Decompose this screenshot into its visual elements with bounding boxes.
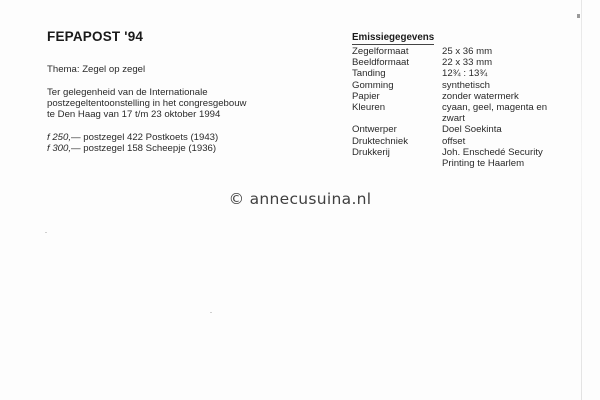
emission-details [352, 32, 547, 169]
spec-value: 22 x 33 mm [442, 57, 493, 69]
copyright-watermark: © annecusuina.nl [228, 190, 372, 208]
spec-key: Kleuren [352, 102, 386, 114]
spec-value: Doel Soekinta [442, 124, 502, 136]
theme-text: Thema: Zegel op zegel [47, 64, 146, 75]
paper-speck [45, 232, 47, 233]
spec-row [352, 136, 547, 147]
intro-line: postzegeltentoonstelling in het congresgebouw [47, 98, 247, 110]
spec-value: Joh. Enschedé Security [442, 146, 543, 158]
spec-value: zonder watermerk [442, 90, 519, 102]
spec-row [352, 113, 547, 124]
stamp-description: postzegel 422 Postkoets (1943) [80, 132, 219, 143]
spec-value: zwart [442, 113, 465, 125]
spec-row [352, 158, 547, 169]
spec-key: Ontwerper [352, 124, 397, 136]
spec-row [352, 80, 547, 91]
intro-line: te Den Haag van 17 t/m 23 oktober 1994 [47, 109, 221, 121]
spec-row [352, 147, 547, 158]
spec-row [352, 46, 547, 57]
stamp-item [47, 143, 218, 154]
spec-value: offset [442, 135, 466, 147]
paper-speck [210, 312, 212, 313]
stamp-description: postzegel 158 Scheepje (1936) [80, 143, 217, 155]
spec-key: Zegelformaat [352, 46, 409, 57]
stamp-value: f 250,— [47, 132, 81, 143]
spec-row [352, 68, 547, 79]
corner-mark [577, 14, 580, 18]
intro-paragraph [47, 87, 246, 121]
spec-key [352, 113, 442, 124]
spec-key: Papier [352, 90, 380, 102]
spec-key: Druktechniek [352, 135, 408, 147]
emission-heading: Emissiegegevens [352, 32, 435, 43]
stamp-value: f 300,— [47, 143, 81, 155]
spec-row [352, 57, 547, 68]
spec-value: cyaan, geel, magenta en [442, 102, 548, 114]
spec-key: Drukkerij [352, 146, 390, 158]
spec-value: Printing te Haarlem [442, 158, 525, 170]
spec-row [352, 91, 547, 102]
emission-table [352, 46, 547, 169]
document-title: FEPAPOST '94 [47, 29, 144, 44]
stamp-item [47, 132, 218, 143]
spec-value: synthetisch [442, 79, 490, 91]
stamp-list [47, 132, 218, 154]
spec-key: Gomming [352, 79, 394, 91]
spec-row [352, 124, 547, 135]
spec-key [352, 158, 442, 169]
spec-value: 25 x 36 mm [442, 46, 493, 57]
spec-row [352, 102, 547, 113]
spec-key: Beeldformaat [352, 57, 410, 69]
spec-key: Tanding [352, 68, 386, 80]
intro-line: Ter gelegenheid van de Internationale [47, 87, 208, 98]
spec-value: 12¾ : 13¾ [442, 68, 488, 80]
